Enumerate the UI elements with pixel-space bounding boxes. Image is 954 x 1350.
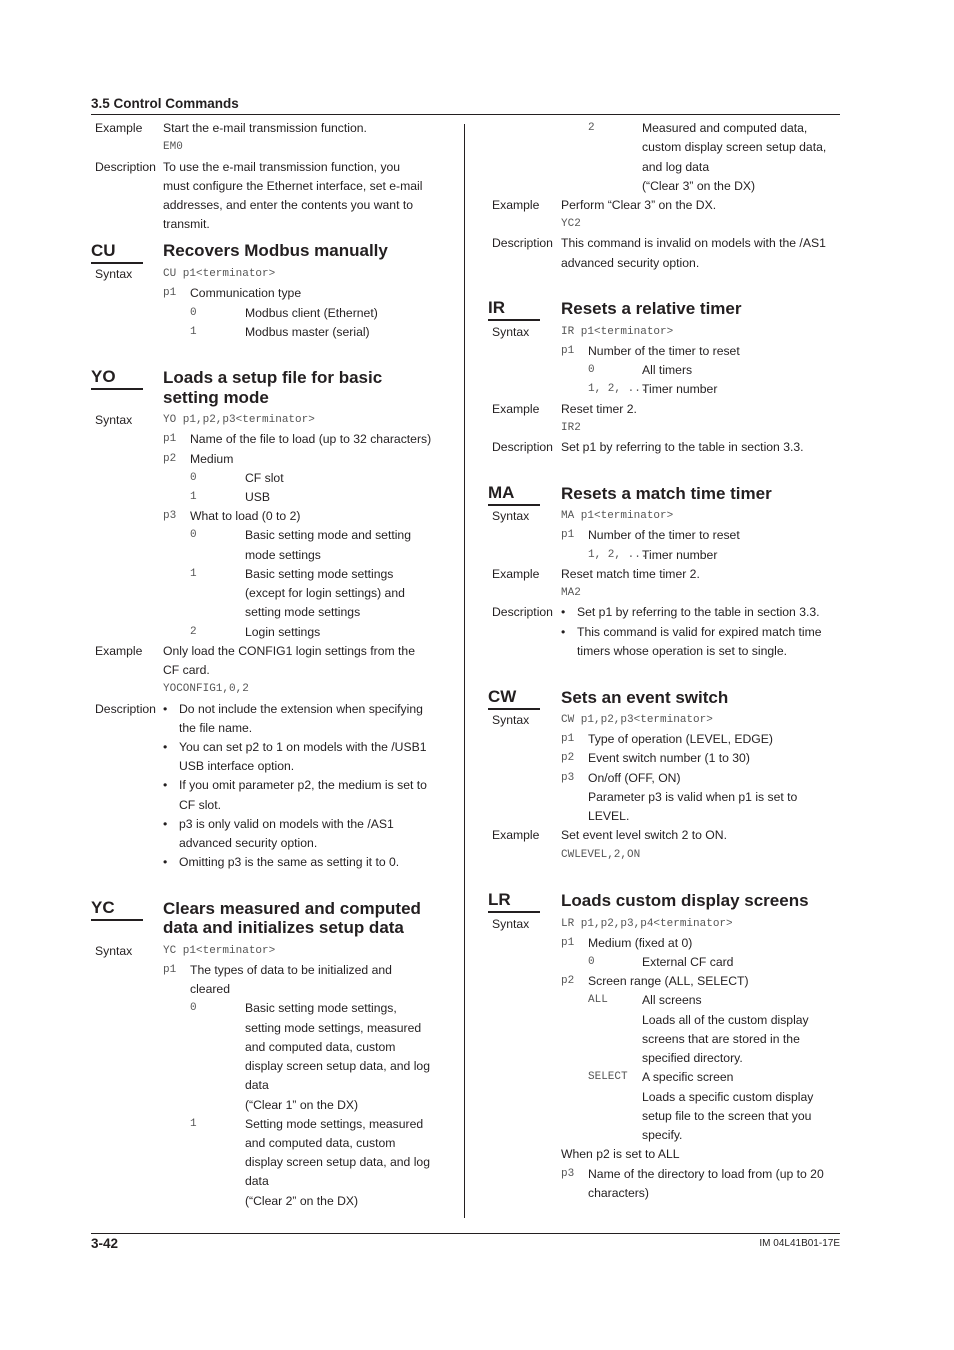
yo-description-line: the file name. <box>179 721 253 735</box>
lr-option-text: A specific screen <box>642 1070 734 1084</box>
ir-description-label: Description <box>492 440 553 454</box>
lr-syntax-label: Syntax <box>492 917 530 931</box>
ma-command-code: MA <box>488 483 515 502</box>
yc-option-text: and computed data, custom <box>245 1040 396 1054</box>
ma-description-line: Set p1 by referring to the table in section 3.3. <box>577 605 820 619</box>
lr-command-code: LR <box>488 890 511 909</box>
ir-command-code: IR <box>488 298 505 317</box>
yc-option-text: and log data <box>642 160 710 174</box>
yo-option-text: Basic setting mode settings <box>245 567 394 581</box>
lr-option-text: External CF card <box>642 955 734 969</box>
yo-option-text: Login settings <box>245 625 321 639</box>
lr-option-text: All screens <box>642 993 702 1007</box>
cu-param-p1-desc: Communication type <box>190 286 302 300</box>
yc-command-title: Clears measured and computed <box>163 899 421 918</box>
cu-command-code: CU <box>91 241 116 260</box>
em-description-line: transmit. <box>163 217 210 231</box>
cw-example-code: CWLEVEL,2,ON <box>561 849 641 861</box>
lr-syntax: LR p1,p2,p3,p4<terminator> <box>561 918 733 930</box>
yo-description-line: CF slot. <box>179 798 221 812</box>
yc-option-text: display screen setup data, and log <box>245 1059 430 1073</box>
cw-param-p2: p2 <box>561 752 575 764</box>
yo-option-text: (except for login settings) and <box>245 586 405 600</box>
lr-param-p1: p1 <box>561 937 575 949</box>
ir-description: Set p1 by referring to the table in section 3.3. <box>561 440 804 454</box>
cw-param-p3-desc: On/off (OFF, ON) <box>588 771 681 785</box>
cu-param-p1: p1 <box>163 287 177 299</box>
cw-example-text: Set event level switch 2 to ON. <box>561 828 727 842</box>
lr-p2-note: When p2 is set to ALL <box>561 1147 680 1161</box>
yc-option-text: data <box>245 1174 269 1188</box>
yc-option-text: (“Clear 2” on the DX) <box>245 1194 359 1208</box>
yo-description-line: USB interface option. <box>179 759 295 773</box>
ma-description-line: timers whose operation is set to single. <box>577 644 787 658</box>
cw-command-code: CW <box>488 687 517 706</box>
ir-example-label: Example <box>492 402 540 416</box>
yc-param-p1: p1 <box>163 964 177 976</box>
lr-option-text: screens that are stored in the <box>642 1032 800 1046</box>
bullet: • <box>163 702 168 716</box>
em-description-line: must configure the Ethernet interface, set e-mail <box>163 179 423 193</box>
cu-option-value: 0 <box>190 307 197 319</box>
bullet: • <box>163 817 168 831</box>
ir-option-value: 1, 2, ... <box>588 383 648 395</box>
ma-syntax-label: Syntax <box>492 509 530 523</box>
ir-option-text: Timer number <box>642 382 718 396</box>
yc-option-value: 0 <box>190 1002 197 1014</box>
lr-param-p3-desc: characters) <box>588 1186 649 1200</box>
yo-description-line: advanced security option. <box>179 836 318 850</box>
yo-command-title: setting mode <box>163 388 269 407</box>
yo-param-p1-desc: Name of the file to load (up to 32 characters) <box>190 432 432 446</box>
bullet: • <box>561 605 566 619</box>
cw-param-p1-desc: Type of operation (LEVEL, EDGE) <box>588 732 773 746</box>
yc-option-text: Measured and computed data, <box>642 121 808 135</box>
yo-command-title: Loads a setup file for basic <box>163 368 383 387</box>
em-example-code: EM0 <box>163 141 183 153</box>
ma-command-title: Resets a match time timer <box>561 484 772 503</box>
yc-option-value: 2 <box>588 122 595 134</box>
lr-param-p2: p2 <box>561 975 575 987</box>
yo-option-value: 0 <box>190 472 197 484</box>
yc-syntax-label: Syntax <box>95 944 133 958</box>
yo-param-p2-desc: Medium <box>190 452 234 466</box>
em-example-label: Example <box>95 121 143 135</box>
yc-option-text: data <box>245 1078 269 1092</box>
yo-option-value: 2 <box>190 626 197 638</box>
ma-param-p1-desc: Number of the timer to reset <box>588 528 740 542</box>
cu-option-text: Modbus master (serial) <box>245 325 370 339</box>
yo-syntax-label: Syntax <box>95 413 133 427</box>
cw-command-title: Sets an event switch <box>561 688 729 707</box>
em-description-line: To use the e-mail transmission function, you <box>163 160 401 174</box>
yo-description-line: You can set p2 to 1 on models with the /USB1 <box>179 740 427 754</box>
cu-command-title: Recovers Modbus manually <box>163 241 388 260</box>
lr-command-title: Loads custom display screens <box>561 891 809 910</box>
ir-syntax: IR p1<terminator> <box>561 326 674 338</box>
yo-description-line: p3 is only valid on models with the /AS1 <box>179 817 394 831</box>
lr-option-value: SELECT <box>588 1071 628 1083</box>
yo-description-line: Do not include the extension when specifying <box>179 702 423 716</box>
yc-description-line: advanced security option. <box>561 256 700 270</box>
cw-param-p3-note: LEVEL. <box>588 809 630 823</box>
lr-option-value: ALL <box>588 994 608 1006</box>
yo-example-text: CF card. <box>163 663 210 677</box>
yo-param-p3: p3 <box>163 510 177 522</box>
yo-option-text: setting mode settings <box>245 605 361 619</box>
yo-description-line: Omitting p3 is the same as setting it to 0. <box>179 855 400 869</box>
section-header: 3.5 Control Commands <box>91 96 239 111</box>
ma-option-value: 1, 2, ... <box>588 549 648 561</box>
ma-description-line: This command is valid for expired match time <box>577 625 822 639</box>
ir-option-value: 0 <box>588 364 595 376</box>
yc-option-value: 1 <box>190 1118 197 1130</box>
yc-command-title: data and initializes setup data <box>163 918 404 937</box>
cu-option-text: Modbus client (Ethernet) <box>245 306 378 320</box>
yc-option-text: Setting mode settings, measured <box>245 1117 424 1131</box>
yo-example-label: Example <box>95 644 143 658</box>
yo-param-p3-desc: What to load (0 to 2) <box>190 509 301 523</box>
cu-syntax: CU p1<terminator> <box>163 268 276 280</box>
yo-option-value: 0 <box>190 529 197 541</box>
ma-description-label: Description <box>492 605 553 619</box>
ma-example-text: Reset match time timer 2. <box>561 567 700 581</box>
ir-option-text: All timers <box>642 363 693 377</box>
lr-param-p1-desc: Medium (fixed at 0) <box>588 936 693 950</box>
em-example-text: Start the e-mail transmission function. <box>163 121 367 135</box>
lr-param-p3: p3 <box>561 1168 575 1180</box>
yc-option-text: display screen setup data, and log <box>245 1155 430 1169</box>
yc-param-p1-desc: The types of data to be initialized and <box>190 963 392 977</box>
bullet: • <box>163 778 168 792</box>
yo-option-value: 1 <box>190 568 197 580</box>
bullet: • <box>163 855 168 869</box>
lr-option-text: specify. <box>642 1128 683 1142</box>
document-id: IM 04L41B01-17E <box>759 1238 840 1249</box>
ma-option-text: Timer number <box>642 548 718 562</box>
cw-param-p2-desc: Event switch number (1 to 30) <box>588 751 750 765</box>
header-rule <box>91 114 840 115</box>
yc-param-p1-desc: cleared <box>190 982 230 996</box>
yo-description-label: Description <box>95 702 156 716</box>
em-description-label: Description <box>95 160 156 174</box>
footer-rule <box>91 1233 840 1234</box>
ir-command-title: Resets a relative timer <box>561 299 742 318</box>
ma-example-label: Example <box>492 567 540 581</box>
yc-command-code: YC <box>91 898 115 917</box>
bullet: • <box>561 625 566 639</box>
yo-example-text: Only load the CONFIG1 login settings from the <box>163 644 415 658</box>
ir-example-code: IR2 <box>561 422 581 434</box>
cu-option-value: 1 <box>190 326 197 338</box>
ma-param-p1: p1 <box>561 529 575 541</box>
lr-param-p3-desc: Name of the directory to load from (up to 20 <box>588 1167 824 1181</box>
yo-param-p1: p1 <box>163 433 177 445</box>
cw-param-p3-note: Parameter p3 is valid when p1 is set to <box>588 790 798 804</box>
page-number: 3-42 <box>91 1236 119 1251</box>
cu-syntax-label: Syntax <box>95 267 133 281</box>
yc-example-code: YC2 <box>561 218 581 230</box>
yc-option-text: custom display screen setup data, <box>642 140 827 154</box>
cw-syntax-label: Syntax <box>492 713 530 727</box>
yo-description-line: If you omit parameter p2, the medium is set to <box>179 778 427 792</box>
yc-example-label: Example <box>492 198 540 212</box>
yo-example-code: YOCONFIG1,0,2 <box>163 683 249 695</box>
yo-option-text: CF slot <box>245 471 284 485</box>
yo-command-code: YO <box>91 367 116 386</box>
yo-syntax: YO p1,p2,p3<terminator> <box>163 414 315 426</box>
ma-example-code: MA2 <box>561 587 581 599</box>
em-description-line: addresses, and enter the contents you want to <box>163 198 414 212</box>
lr-option-value: 0 <box>588 956 595 968</box>
ir-param-p1-desc: Number of the timer to reset <box>588 344 740 358</box>
yc-syntax: YC p1<terminator> <box>163 945 276 957</box>
lr-option-text: specified directory. <box>642 1051 743 1065</box>
bullet: • <box>163 740 168 754</box>
cw-syntax: CW p1,p2,p3<terminator> <box>561 714 713 726</box>
lr-option-text: Loads all of the custom display <box>642 1013 809 1027</box>
yc-description-line: This command is invalid on models with the /AS1 <box>561 236 826 250</box>
cw-param-p1: p1 <box>561 733 575 745</box>
yc-option-text: setting mode settings, measured <box>245 1021 422 1035</box>
cw-param-p3: p3 <box>561 772 575 784</box>
ir-example-text: Reset timer 2. <box>561 402 637 416</box>
yc-option-text: (“Clear 1” on the DX) <box>245 1098 359 1112</box>
yc-option-text: Basic setting mode settings, <box>245 1001 397 1015</box>
lr-option-text: setup file to the screen that you <box>642 1109 812 1123</box>
yo-param-p2: p2 <box>163 453 177 465</box>
yc-option-text: and computed data, custom <box>245 1136 396 1150</box>
yc-option-text: (“Clear 3” on the DX) <box>642 179 756 193</box>
ir-param-p1: p1 <box>561 345 575 357</box>
lr-param-p2-desc: Screen range (ALL, SELECT) <box>588 974 749 988</box>
yo-option-value: 1 <box>190 491 197 503</box>
column-divider <box>464 124 465 1218</box>
ma-syntax: MA p1<terminator> <box>561 510 674 522</box>
yo-option-text: USB <box>245 490 271 504</box>
yo-option-text: Basic setting mode and setting <box>245 528 411 542</box>
lr-option-text: Loads a specific custom display <box>642 1090 814 1104</box>
yc-example-text: Perform “Clear 3” on the DX. <box>561 198 717 212</box>
yo-option-text: mode settings <box>245 548 321 562</box>
ir-syntax-label: Syntax <box>492 325 530 339</box>
cw-example-label: Example <box>492 828 540 842</box>
yc-description-label: Description <box>492 236 553 250</box>
